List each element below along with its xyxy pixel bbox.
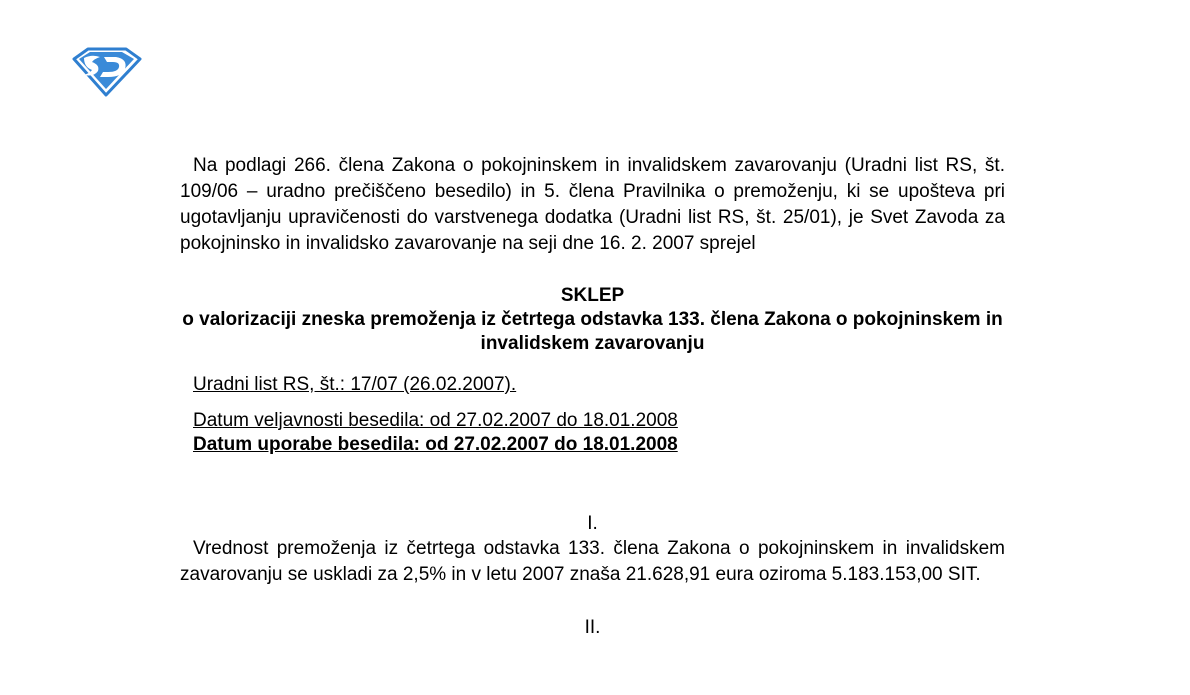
intro-paragraph: Na podlagi 266. člena Zakona o pokojninskem in invalidskem zavarovanju (Uradni list RS, št. 109/06 – uradno prečiščeno besedilo) in 5. člena Pravilnika o premoženju, ki se upošteva pri ugotavljanju upravičenosti do varstvenega dodatka (Uradni list RS, št. 25/01), je Svet Zavoda za pokojninsko in invalidsko zavarovanje na seji dne 16. 2. 2007 sprejel — [180, 155, 1005, 254]
title-subtitle: o valorizaciji zneska premoženja iz četrtega odstavka 133. člena Zakona o pokojninskem in invalidskem zavarovanju — [182, 309, 1003, 354]
usage-date-link[interactable]: Datum uporabe besedila: od 27.02.2007 do 18.01.2008 — [193, 434, 678, 455]
section-text: Vrednost premoženja iz četrtega odstavka 133. člena Zakona o pokojninskem in invalidskem zavarovanju se uskladi za 2,5% in v letu 2007 znaša 21.628,91 eura oziroma 5.183.153,00 SIT. — [180, 538, 1005, 585]
document-body — [180, 153, 1005, 640]
document-title — [180, 284, 1005, 356]
title-heading: SKLEP — [560, 285, 625, 306]
section-number: I. — [587, 513, 598, 534]
sd-shield-logo-icon — [70, 45, 142, 99]
gazette-reference-link[interactable]: Uradni list RS, št.: 17/07 (26.02.2007). — [193, 374, 517, 395]
gazette-references — [180, 373, 1005, 457]
validity-date-link[interactable]: Datum veljavnosti besedila: od 27.02.2007 do 18.01.2008 — [193, 410, 678, 431]
section-number: II. — [584, 617, 601, 638]
